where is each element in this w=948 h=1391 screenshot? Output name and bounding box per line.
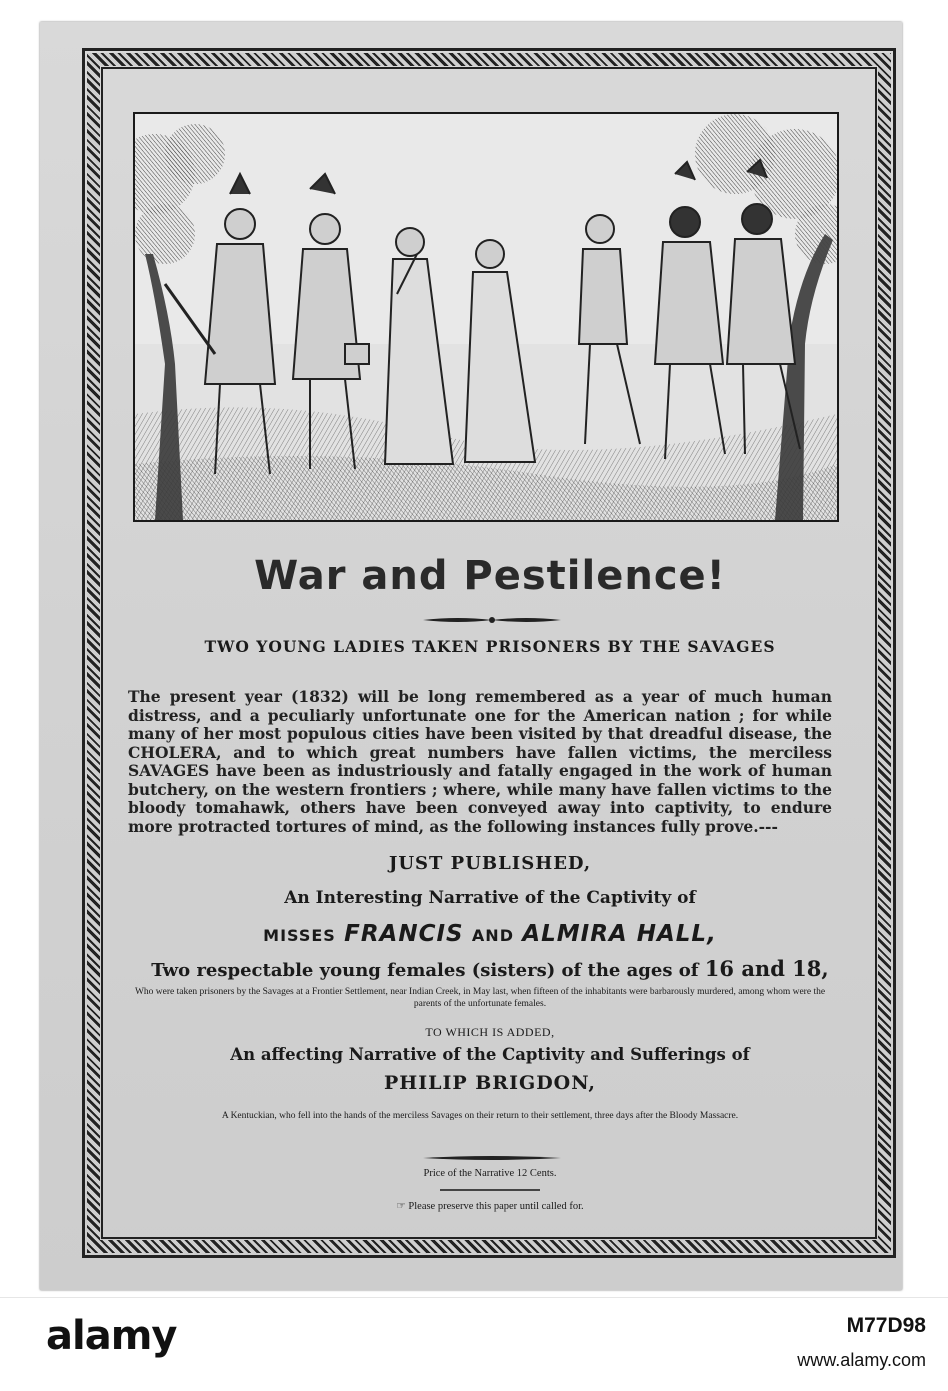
- misses-word: MISSES: [263, 926, 336, 945]
- and-word: AND: [471, 926, 514, 945]
- almira-name: ALMIRA HALL,: [522, 921, 717, 947]
- short-rule: [440, 1189, 540, 1191]
- fine-print-2: A Kentuckian, who fell into the hands of the merciless Savages on their return to their settlement, three days after the Bloody Massacre.: [221, 1111, 739, 1121]
- misses-heading: [120, 921, 860, 947]
- stock-url: www.alamy.com: [797, 1350, 926, 1370]
- price-line: Price of the Narrative 12 Cents.: [423, 1168, 557, 1179]
- francis-name: FRANCIS: [344, 921, 464, 947]
- fine-print-1: Who were taken prisoners by the Savages at a Frontier Settlement, near Indian Creek, in May last, when fifteen of the inhabitants were barbarously murdered, among whom were the parents of the unfortunate females.: [134, 987, 826, 1009]
- broadside-subtitle: TWO YOUNG LADIES TAKEN PRISONERS BY THE SAVAGES: [204, 637, 776, 656]
- ornamental-rule: [423, 614, 561, 626]
- preserve-line: ☞ Please preserve this paper until called for.: [396, 1201, 584, 1212]
- sisters-line: [120, 956, 860, 981]
- ornamental-rule-2: [423, 1154, 561, 1162]
- engraving-illustration: [133, 112, 839, 522]
- intro-paragraph: The present year (1832) will be long remembered as a year of much human distress, and a peculiarly unfortunate one for the American nation ; for while many of her most populous cities have been visited by that dreadful disease, the CHOLERA, and to which great numbers have fallen victims, the merciless SAVAGES have been as industriously and fatally engaged in the work of human butchery, on the western frontiers ; where, while many have fallen victims to the bloody tomahawk, others have been conveyed away into captivity, to endure more protracted tortures of mind, as the following instances fully prove.---: [128, 687, 832, 836]
- just-published-heading: JUST PUBLISHED,: [388, 853, 592, 874]
- sisters-text: Two respectable young females (sisters) of the ages of: [151, 960, 699, 981]
- philip-heading: PHILIP BRIGDON,: [383, 1072, 597, 1094]
- added-heading: TO WHICH IS ADDED,: [425, 1025, 555, 1039]
- broadside-title: War and Pestilence!: [254, 553, 726, 599]
- narrative-line: An Interesting Narrative of the Captivity of: [284, 888, 696, 908]
- stock-image-code: M77D98: [846, 1314, 926, 1337]
- affecting-line: An affecting Narrative of the Captivity and Sufferings of: [230, 1045, 750, 1064]
- stock-brand-logo: alamy: [46, 1313, 177, 1359]
- ages-text: 16 and 18,: [704, 956, 829, 981]
